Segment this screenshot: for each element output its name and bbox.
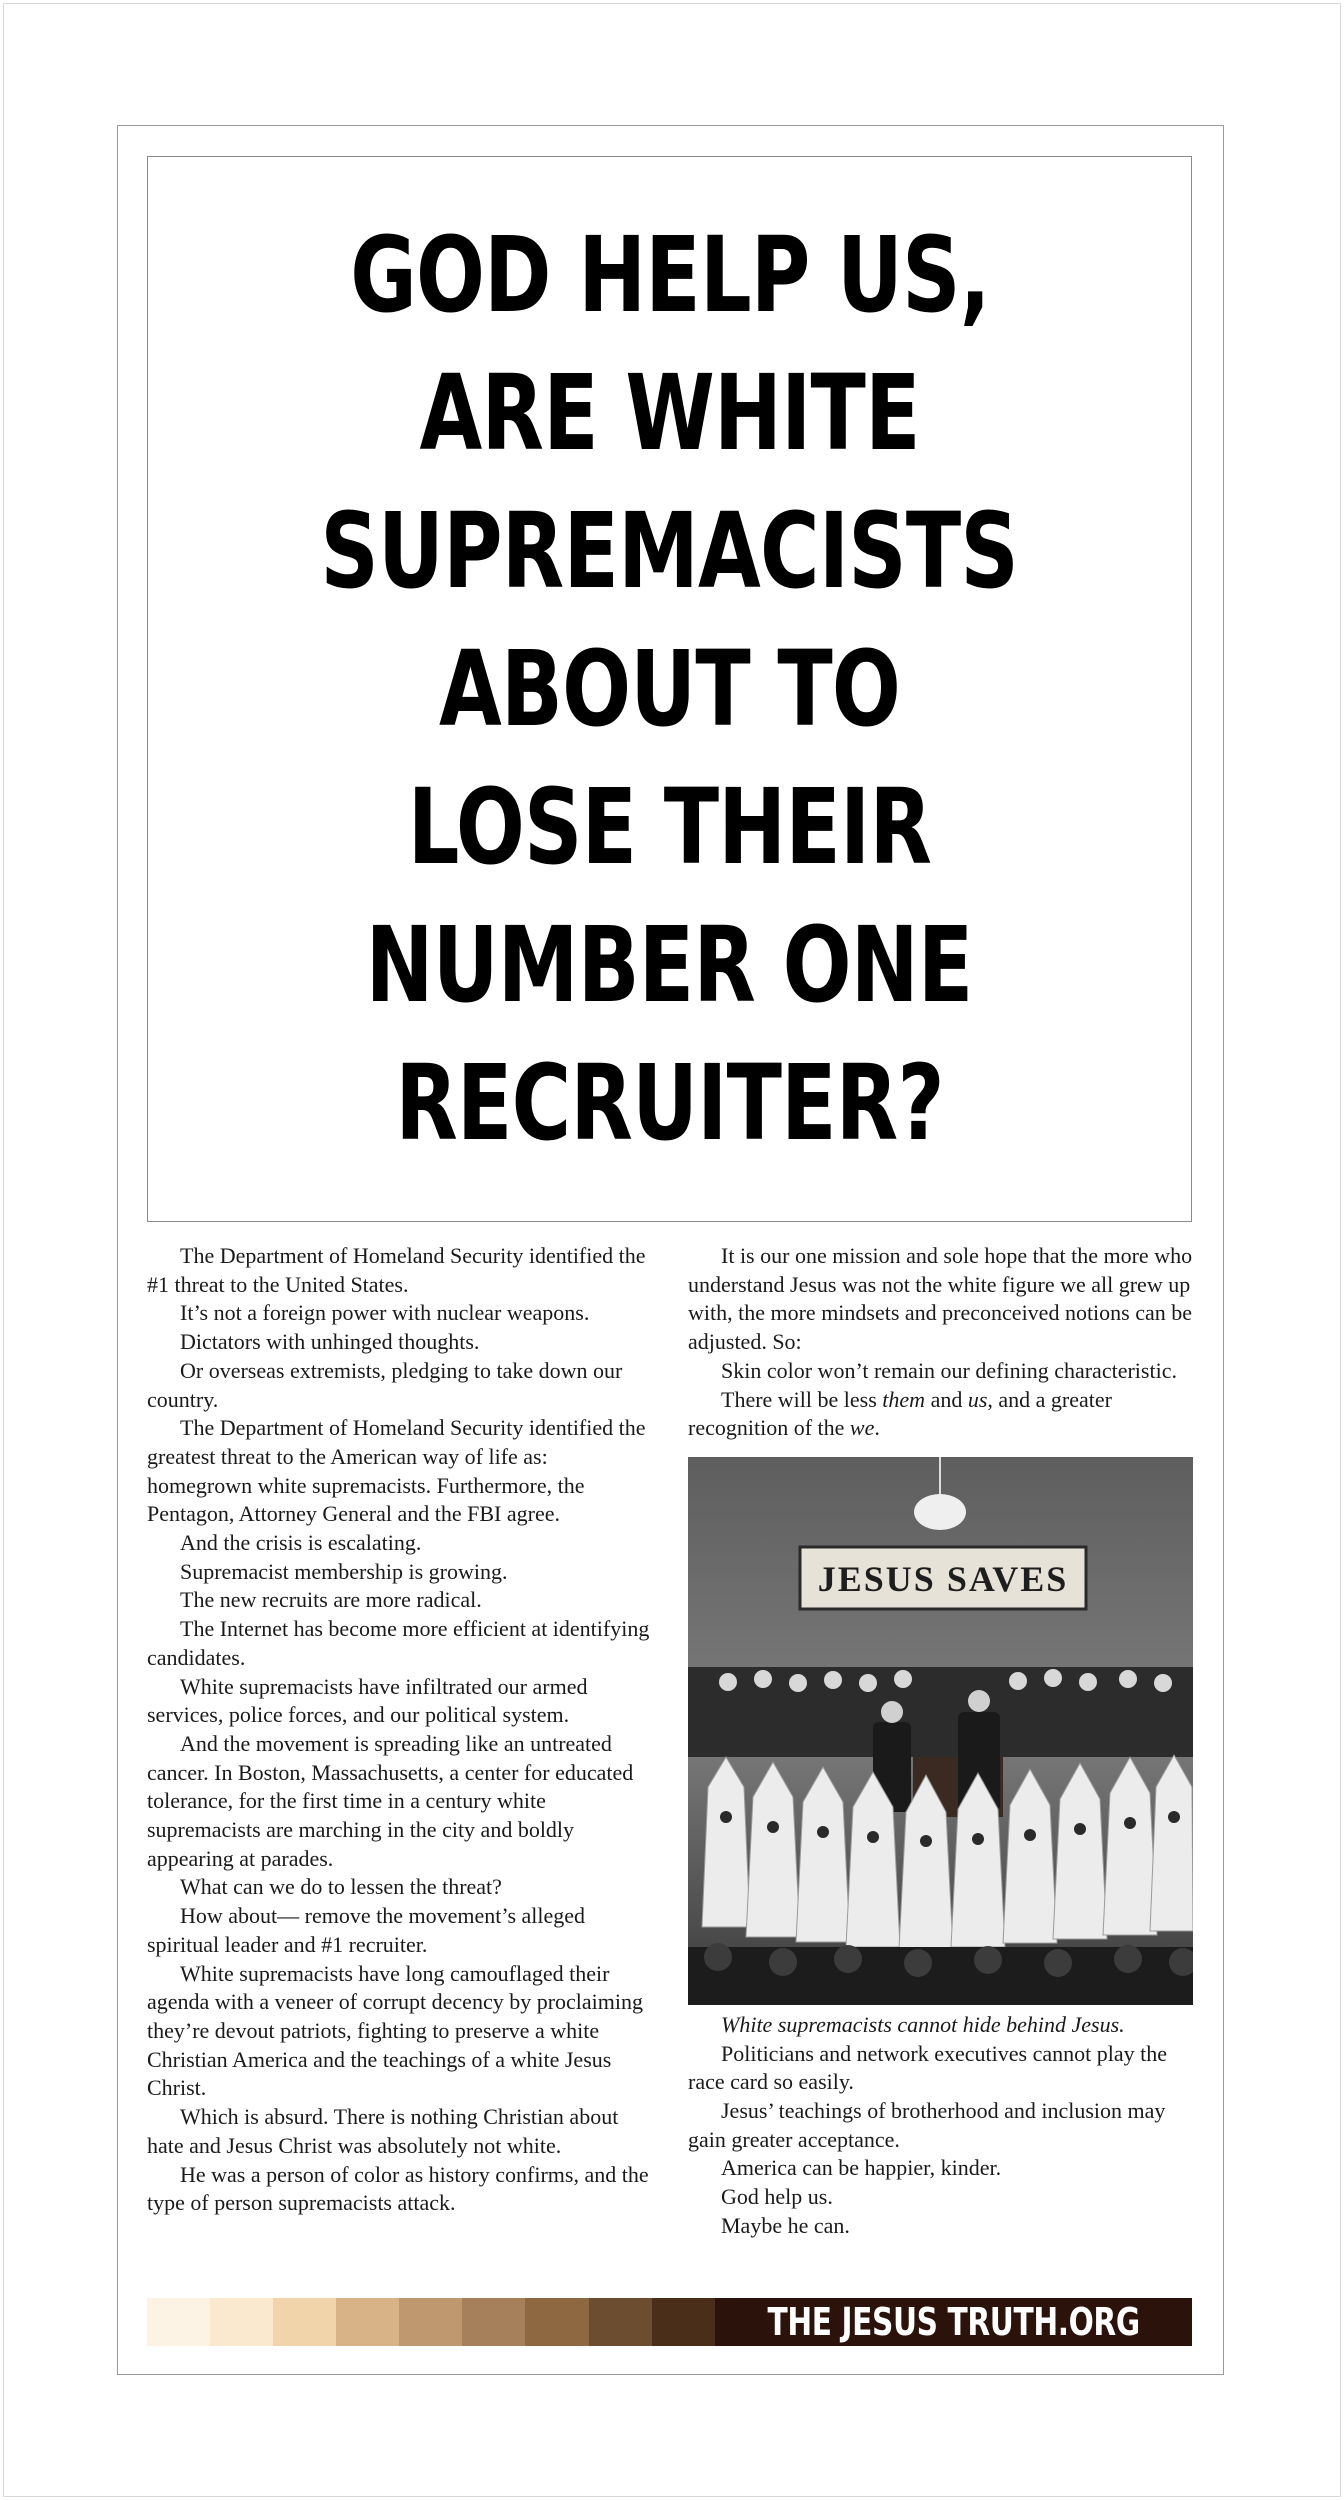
- body-paragraph: And the movement is spreading like an untreated cancer. In Boston, Massachusetts, a center for educated tolerance, for the first time in a century white supremacists are marching in the city and boldly appearing at parades.: [147, 1730, 634, 1871]
- body-paragraph: Which is absurd. There is nothing Christian about hate and Jesus Christ was absolutely not white.: [147, 2104, 619, 2158]
- body-paragraph: He was a person of color as history confirms, and the type of person supremacists attack.: [147, 2161, 649, 2216]
- color-swatch: [462, 2298, 525, 2346]
- brand-url: THE JESUS TRUTH.ORG: [767, 2300, 1140, 2344]
- text-run: .: [874, 1415, 880, 1441]
- body-paragraph: Politicians and network executives cannot play the race card so easily.: [688, 2040, 1167, 2095]
- color-swatch: [525, 2298, 588, 2346]
- body-paragraph: Or overseas extremists, pledging to take down our country.: [147, 1357, 623, 1412]
- color-swatch: [147, 2298, 210, 2346]
- color-swatch: [399, 2298, 462, 2346]
- body-paragraph: Skin color won’t remain our defining characteristic.: [721, 1357, 1177, 1383]
- text-run: , and a greater recognition of the: [688, 1386, 1112, 1441]
- headline-line: ARE WHITE: [419, 352, 920, 474]
- body-paragraph: The Internet has become more efficient at identifying candidates.: [147, 1616, 650, 1670]
- brand-bar: [715, 2298, 1192, 2346]
- text-run: There will be less: [721, 1386, 883, 1412]
- body-paragraph: The Department of Homeland Security identified the #1 threat to the United States.: [147, 1243, 646, 1297]
- color-swatch: [652, 2298, 715, 2346]
- italic-word-them: them: [882, 1386, 926, 1412]
- body-paragraph: It is our one mission and sole hope that the more who understand Jesus was not the white figure we all grew up with, the more mindsets and preconceived notions can be adjusted. So:: [688, 1243, 1193, 1355]
- color-swatch: [336, 2298, 399, 2346]
- body-paragraph: White supremacists have infiltrated our armed services, police forces, and our political system.: [147, 1673, 588, 1728]
- headline-line: ABOUT TO: [438, 628, 901, 750]
- headline-line: GOD HELP US,: [349, 214, 990, 336]
- banner-text: JESUS SAVES: [817, 1558, 1069, 1599]
- historical-photo: [688, 1457, 1193, 2005]
- color-swatch: [589, 2298, 652, 2346]
- body-paragraph: Dictators with unhinged thoughts.: [180, 1329, 480, 1355]
- headline-line: LOSE THEIR: [407, 766, 932, 888]
- photo-illustration: [688, 1457, 1193, 2005]
- color-swatch: [273, 2298, 336, 2346]
- text-run: and: [925, 1386, 968, 1412]
- color-swatch: [210, 2298, 273, 2346]
- headline-line: SUPREMACISTS: [320, 490, 1019, 612]
- body-paragraph: And the crisis is escalating.: [180, 1530, 422, 1556]
- italic-word-us: us: [967, 1386, 988, 1412]
- body-paragraph: America can be happier, kinder.: [721, 2155, 1002, 2181]
- headline-line: RECRUITER?: [395, 1042, 944, 1164]
- body-paragraph: The new recruits are more radical.: [180, 1587, 482, 1613]
- body-paragraph: The Department of Homeland Security identified the greatest threat to the American way of life as: homegrown white supremacists. Furthermore, the Pentagon, Attorney General and the FBI agree.: [147, 1415, 646, 1527]
- body-paragraph: God help us.: [721, 2184, 833, 2210]
- body-paragraph: Supremacist membership is growing.: [180, 1558, 508, 1584]
- body-paragraph: Maybe he can.: [721, 2212, 850, 2238]
- skin-tone-color-strip: [147, 2298, 1192, 2346]
- body-paragraph: Jesus’ teachings of brotherhood and inclusion may gain greater acceptance.: [688, 2098, 1166, 2152]
- body-column-right: [688, 1242, 1193, 2241]
- body-paragraph-them-us-we: [688, 1386, 1193, 1443]
- body-column-left: [147, 1242, 652, 2218]
- italic-word-we: we: [849, 1415, 875, 1441]
- body-paragraph: How about— remove the movement’s alleged spiritual leader and #1 recruiter.: [147, 1903, 586, 1957]
- headline-box: [147, 156, 1192, 1222]
- photo-caption: White supremacists cannot hide behind Jesus.: [721, 2011, 1125, 2037]
- headline-line: NUMBER ONE: [366, 904, 973, 1026]
- body-paragraph: It’s not a foreign power with nuclear weapons.: [180, 1300, 590, 1326]
- body-paragraph: What can we do to lessen the threat?: [180, 1874, 502, 1900]
- body-paragraph: White supremacists have long camouflaged their agenda with a veneer of corrupt decency by proclaiming they’re devout patriots, fighting to preserve a white Christian America and the teachings of a white Jesus Christ.: [147, 1960, 644, 2101]
